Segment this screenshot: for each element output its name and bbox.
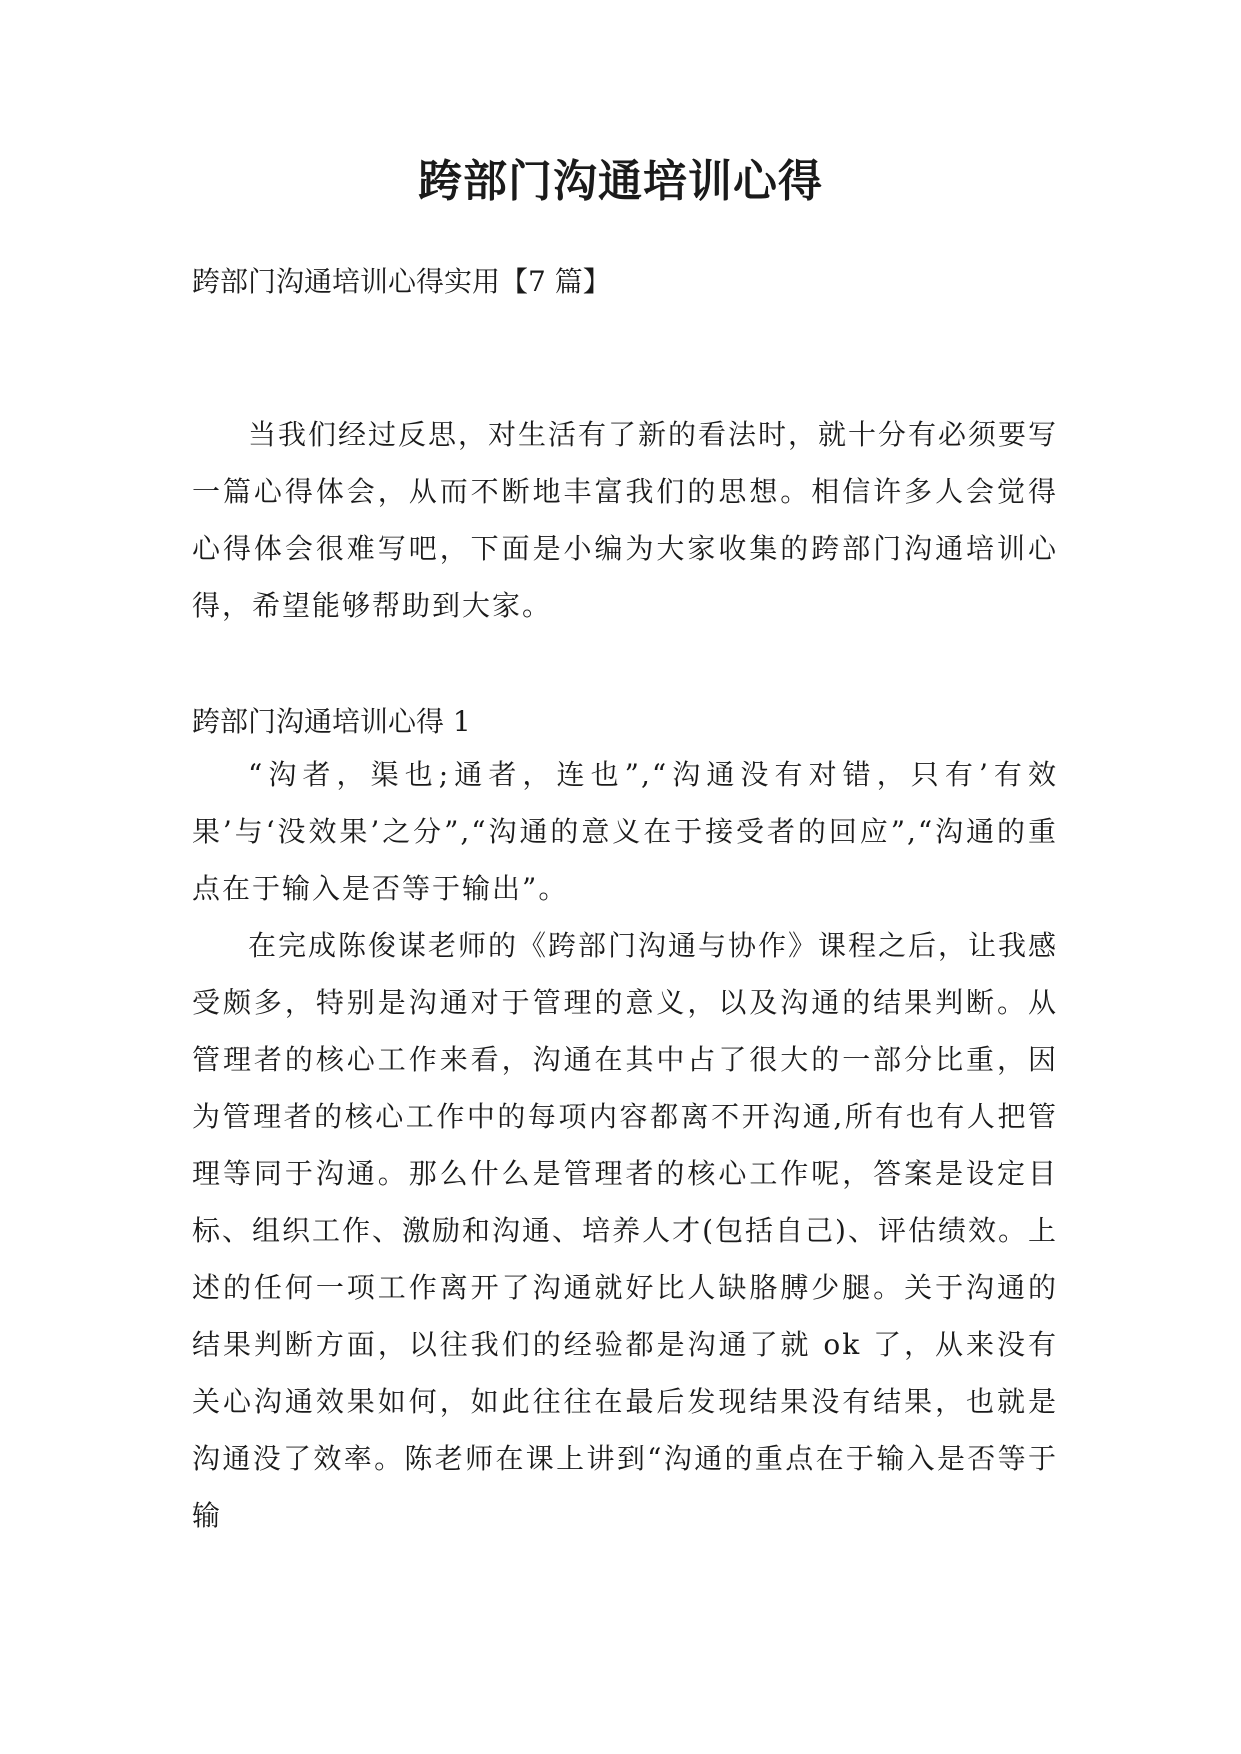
main-paragraph: 在完成陈俊谋老师的《跨部门沟通与协作》课程之后，让我感受颇多，特别是沟通对于管理的意义，以及沟通的结果判断。从管理者的核心工作来看，沟通在其中占了很大的一部分比重，因为管理者的核心工作中的每项内容都离不开沟通,所有也有人把管理等同于沟通。那么什么是管理者的核心工作呢，答案是设定目标、组织工作、激励和沟通、培养人才(包括自己)、评估绩效。上述的任何一项工作离开了沟通就好比人缺胳膊少腿。关于沟通的结果判断方面，以往我们的经验都是沟通了就 ok 了，从来没有关心沟通效果如何，如此往往在最后发现结果没有结果，也就是沟通没了效率。陈老师在课上讲到“沟通的重点在于输入是否等于输 xyxy=(192,929,1059,1532)
document-subtitle: 跨部门沟通培训心得实用【7 篇】 xyxy=(192,265,611,298)
section-heading: 跨部门沟通培训心得 1 xyxy=(192,705,471,738)
quote-paragraph: “沟者，渠也;通者，连也”,“沟通没有对错，只有’有效果’与‘没效果’之分”,“沟通的意义在于接受者的回应”,“沟通的重点在于输入是否等于输出”。 xyxy=(192,758,1058,905)
document-title: 跨部门沟通培训心得 xyxy=(418,156,823,207)
intro-paragraph: 当我们经过反思，对生活有了新的看法时，就十分有必须要写一篇心得体会，从而不断地丰富我们的思想。相信许多人会觉得心得体会很难写吧，下面是小编为大家收集的跨部门沟通培训心得，希望能够帮助到大家。 xyxy=(192,418,1059,622)
